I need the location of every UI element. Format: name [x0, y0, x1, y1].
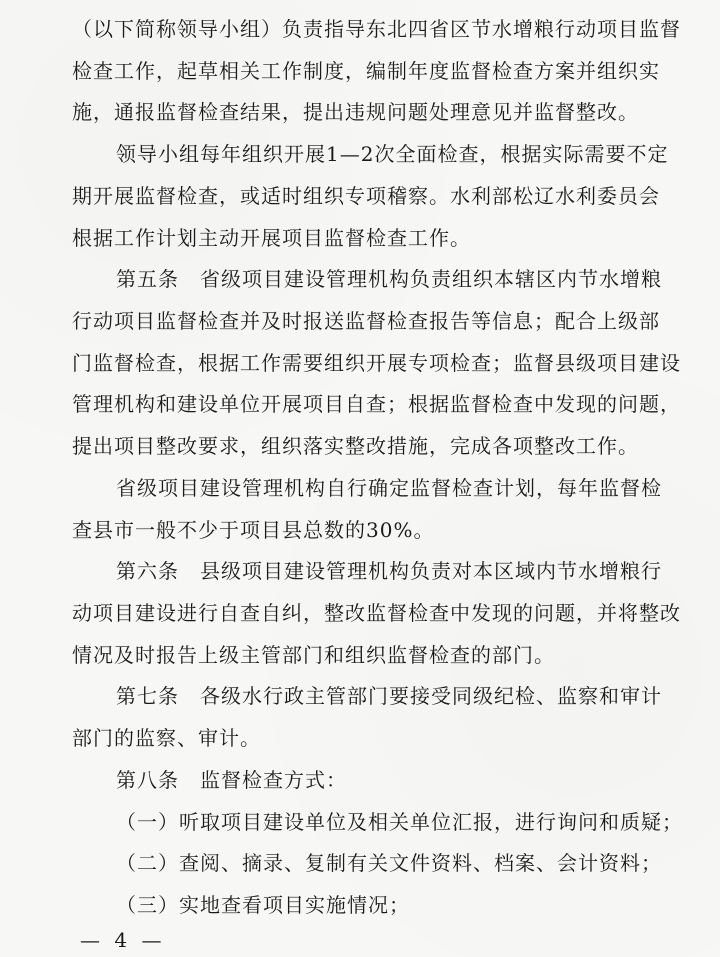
text-line-12: 省级项目建设管理机构自行确定监督检查计划，每年监督检 — [116, 476, 662, 500]
text-line-3: 施，通报监督检查结果，提出违规问题处理意见并监督整改。 — [72, 100, 639, 124]
text-line-7: 第五条 省级项目建设管理机构负责组织本辖区内节水增粮 — [116, 267, 662, 291]
text-line-6: 根据工作计划主动开展项目监督检查工作。 — [72, 226, 471, 250]
text-line-2: 检查工作，起草相关工作制度，编制年度监督检查方案并组织实 — [72, 59, 660, 83]
text-line-11: 提出项目整改要求，组织落实整改措施，完成各项整改工作。 — [72, 434, 639, 458]
text-line-14: 第六条 县级项目建设管理机构负责对本区域内节水增粮行 — [116, 559, 662, 583]
text-line-19: 第八条 监督检查方式： — [116, 768, 347, 792]
text-line-9: 门监督检查，根据工作需要组织开展专项检查；监督县级项目建设 — [72, 351, 681, 375]
text-line-18: 部门的监察、审计。 — [72, 726, 261, 750]
text-line-20: （一）听取项目建设单位及相关单位汇报，进行询问和质疑； — [116, 810, 683, 834]
text-line-16: 情况及时报告上级主管部门和组织监督检查的部门。 — [72, 643, 555, 667]
text-line-13: 查县市一般不少于项目县总数的30%。 — [72, 518, 435, 542]
text-line-22: （三）实地查看项目实施情况； — [116, 893, 410, 917]
text-line-21: （二）查阅、摘录、复制有关文件资料、档案、会计资料； — [116, 851, 662, 875]
text-line-17: 第七条 各级水行政主管部门要接受同级纪检、监察和审计 — [116, 684, 662, 708]
text-line-5: 期开展监督检查，或适时组织专项稽察。水利部松辽水利委员会 — [72, 184, 660, 208]
page-number: — 4 — — [80, 928, 166, 952]
text-line-10: 管理机构和建设单位开展项目自查；根据监督检查中发现的问题， — [72, 392, 681, 416]
text-line-4: 领导小组每年组织开展1—2次全面检查，根据实际需要不定 — [116, 142, 669, 166]
text-line-15: 动项目建设进行自查自纠，整改监督检查中发现的问题，并将整改 — [72, 601, 681, 625]
text-line-8: 行动项目监督检查并及时报送监督检查报告等信息；配合上级部 — [72, 309, 660, 333]
text-line-1: （以下简称领导小组）负责指导东北四省区节水增粮行动项目监督 — [72, 17, 681, 41]
